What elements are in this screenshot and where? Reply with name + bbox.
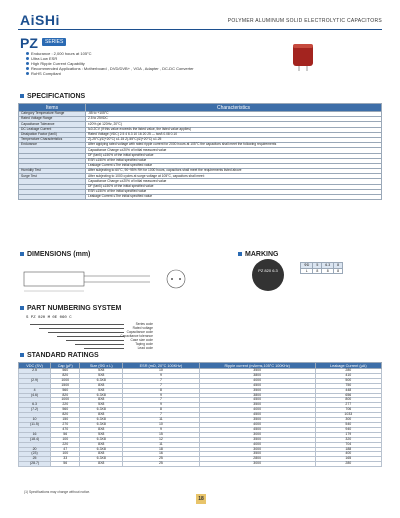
ratings-col-header: VDC (SV) (19, 363, 51, 369)
ratings-cell: 16 (123, 452, 200, 457)
ratings-cell: 5X8 (80, 388, 123, 393)
spec-item: Rated Voltage Range (19, 117, 86, 122)
capacitor-image (290, 42, 318, 72)
ratings-cell: 33 (51, 457, 80, 462)
ratings-cell: 560 (51, 388, 80, 393)
ratings-cell: 8 (123, 408, 200, 413)
part-number-label: Rated voltage (132, 326, 153, 330)
ratings-cell: 100 (51, 452, 80, 457)
ratings-cell: 4500 (199, 413, 315, 418)
feature-item: Ultra Low ESR (26, 56, 57, 61)
part-number-label: Capacitance tolerance (120, 334, 153, 338)
ratings-cell: 4500 (199, 427, 315, 432)
ratings-cell: 704 (315, 442, 381, 447)
ratings-cell: 540 (315, 422, 381, 427)
spec-value: After subjecting to 1000 cycles at surge voltage at 105°C, capacitors shall meet: (86, 174, 382, 179)
spec-item: Surge Test (19, 174, 86, 179)
spec-value: Leakage Current ≤The initial specified value (86, 195, 382, 200)
ratings-cell: 6.3X8 (80, 408, 123, 413)
ratings-cell: 820 (51, 393, 80, 398)
ratings-cell: 820 (51, 413, 80, 418)
ratings-cell: 220 (51, 442, 80, 447)
ratings-cell: 2.5 (19, 369, 51, 374)
ratings-cell: 11 (123, 442, 200, 447)
spec-value: ESR ≤150% of the initial specified value (86, 158, 382, 163)
ratings-cell: 300 (315, 418, 381, 423)
ratings-cell: 5X8 (80, 403, 123, 408)
part-number-label: Capacitance code (126, 330, 153, 334)
ratings-cell: 4 (19, 388, 51, 393)
ratings-cell: 8 (123, 388, 200, 393)
ratings-cell: 3500 (199, 452, 315, 457)
ratings-cell: 8X8 (80, 413, 123, 418)
ratings-col-header: Size (ΦD x L) (80, 363, 123, 369)
spec-value: Z(-25°C)/Z(+20°C) ≤1.15 Z(-55°C)/Z(+20°C) ≤1.25 (86, 137, 382, 142)
ratings-cell: 25 (19, 457, 51, 462)
ratings-cell: 3500 (199, 369, 315, 374)
ratings-cell: 4500 (199, 383, 315, 388)
spec-item: Category Temperature Range (19, 112, 86, 117)
ratings-cell: 560 (51, 369, 80, 374)
dimensions-heading: DIMENSIONS (mm) (20, 251, 90, 258)
ratings-cell: (11.5) (19, 422, 51, 427)
ratings-cell: 500 (315, 378, 381, 383)
ratings-cell: 656 (315, 393, 381, 398)
ratings-cell: (2.9) (19, 378, 51, 383)
ratings-cell: 5X8 (80, 373, 123, 378)
ratings-cell: 448 (315, 388, 381, 393)
ratings-cell: 7 (123, 398, 200, 403)
spec-value: Leakage Current ≤The initial specified value (86, 163, 382, 168)
ratings-cell: 3000 (199, 447, 315, 452)
ratings-cell: 410 (315, 373, 381, 378)
brand-logo: AiSHi (20, 12, 60, 28)
ratings-cell: 7 (123, 383, 200, 388)
ratings-cell: 6.3X8 (80, 393, 123, 398)
spec-value: I≤0.2CV (If this value exceeds the listed value, the listed value applies) (86, 127, 382, 132)
ratings-cell: (23) (19, 452, 51, 457)
ratings-cell: 4000 (199, 442, 315, 447)
ratings-cell: 320 (315, 437, 381, 442)
ratings-cell: 800 (315, 398, 381, 403)
ratings-row (19, 462, 382, 467)
feature-item: High Ripple Current Capability (26, 61, 85, 66)
ratings-cell: (7.2) (19, 408, 51, 413)
ratings-cell: 18 (123, 447, 200, 452)
ratings-cell: 4000 (199, 408, 315, 413)
ratings-cell: 47 (51, 447, 80, 452)
ratings-cell: 20 (19, 447, 51, 452)
ratings-cell: 6.3X8 (80, 422, 123, 427)
ratings-cell: 150 (51, 418, 80, 423)
ratings-cell: 3500 (199, 437, 315, 442)
part-number-leader (48, 332, 124, 333)
spec-value: After subjecting to 60°C, 90~95% RH for 1000 hours, capacitors shall meet the requirements listed above (86, 169, 382, 174)
ratings-cell: 4000 (199, 422, 315, 427)
ratings-cell: 10 (123, 422, 200, 427)
ratings-cell: 6.3X8 (80, 418, 123, 423)
part-number-label: Taping code (135, 342, 153, 346)
standard-ratings-heading: STANDARD RATINGS (20, 352, 99, 359)
ratings-cell: 400 (315, 452, 381, 457)
ratings-cell: (18.4) (19, 437, 51, 442)
ratings-cell: 220 (51, 403, 80, 408)
part-number-leader (75, 344, 124, 345)
ratings-cell: 750 (315, 383, 381, 388)
ratings-col-header: Ripple current (mArms,105°C 100KHz) (199, 363, 315, 369)
ratings-cell: 7 (123, 378, 200, 383)
ratings-col-header: Leakage Current (µA) (315, 363, 381, 369)
specifications-table (18, 103, 382, 200)
ratings-cell: 9 (123, 393, 200, 398)
ratings-cell: 10 (19, 418, 51, 423)
dimension-drawing (20, 264, 200, 296)
part-number-label: Series code (135, 322, 153, 326)
header-rule (18, 29, 382, 30)
ratings-cell: (28.7) (19, 462, 51, 467)
spec-item: DC Leakage Current (19, 127, 86, 132)
ratings-cell: 4000 (199, 378, 315, 383)
ratings-cell: 2800 (199, 457, 315, 462)
part-number-leader (84, 348, 124, 349)
ratings-cell: 8X8 (80, 427, 123, 432)
ratings-cell: 9 (123, 427, 200, 432)
ratings-cell: 3000 (199, 462, 315, 467)
feature-item: Recommended Applications : Motherboard , DVD/DVB+ , VGA , Adapter , DC-DC Converter (26, 66, 194, 71)
ratings-cell: 706 (315, 408, 381, 413)
spec-value: DF (tanδ) ≤150% of the initial specified value (86, 184, 382, 189)
spec-value: After applying rated voltage with rated ripple current for 2000 hours at 105°C the capacitors shall meet the following requirements (86, 143, 382, 148)
ratings-cell: 8X8 (80, 442, 123, 447)
part-number-leader (66, 340, 124, 341)
ratings-col-header: ESR (mΩ, 20°C 100KHz) (123, 363, 200, 369)
ratings-cell: 3000 (199, 432, 315, 437)
series-name: PZ (20, 35, 38, 51)
ratings-cell: 100 (51, 437, 80, 442)
spec-value: Capacitance Change ≤±20% of initial measured value (86, 148, 382, 153)
part-number-label: Case size code (130, 338, 153, 342)
ratings-cell: 12 (123, 437, 200, 442)
ratings-cell: 179 (315, 432, 381, 437)
ratings-cell: 8X8 (80, 462, 123, 467)
ratings-cell: 9 (123, 373, 200, 378)
ratings-cell: 1000 (51, 378, 80, 383)
feature-item: RoHS Compliant (26, 71, 61, 76)
spec-value: Rated Voltage (VDC) 2.5 4 6.3 10 16 20 25 — tanδ 0.08 0.10 (86, 132, 382, 137)
spec-item: Temperature Characteristics (19, 137, 86, 142)
feature-item: Endurance : 2,000 hours at 105°C (26, 51, 92, 56)
spec-value: DF (tanδ) ≤150% of the initial specified value (86, 153, 382, 158)
ratings-cell: 6.3X8 (80, 378, 123, 383)
ratings-cell: 9 (123, 403, 200, 408)
part-number-leader (30, 324, 124, 325)
ratings-cell: 8X8 (80, 383, 123, 388)
ratings-cell: 1000 (51, 398, 80, 403)
ratings-cell: 3800 (199, 373, 315, 378)
spec-item: Endurance (19, 143, 86, 148)
ratings-cell: 3500 (199, 403, 315, 408)
ratings-cell: 8X8 (80, 398, 123, 403)
spec-value: Capacitance Change ≤±20% of initial measured value (86, 179, 382, 184)
spec-value: 2.5 to 25VDC (86, 117, 382, 122)
footnote: (1) Specifications may change without notice. (24, 490, 91, 494)
spec-col-characteristics: Characteristics (86, 104, 382, 112)
marking-heading: MARKING (238, 251, 278, 258)
ratings-cell: 56 (51, 462, 80, 467)
ratings-cell: 280 (315, 462, 381, 467)
ratings-cell: 25 (123, 462, 200, 467)
page-number: 18 (196, 494, 206, 504)
spec-item (19, 195, 86, 200)
dimensions-table: ΦD 5 6.3 8 L 8 8 8 (300, 262, 343, 274)
ratings-cell: 3500 (199, 388, 315, 393)
standard-ratings-table (18, 362, 382, 467)
ratings-cell: 277 (315, 403, 381, 408)
ratings-cell: 1500 (51, 383, 80, 388)
ratings-cell: 1033 (315, 413, 381, 418)
ratings-cell: 165 (315, 457, 381, 462)
part-numbering-heading: PART NUMBERING SYSTEM (20, 305, 121, 312)
part-number-code: S PZ 020 M 0E 060 C (26, 316, 72, 320)
part-number-leader (39, 328, 124, 329)
ratings-cell: 11 (123, 418, 200, 423)
spec-value: ±20% (at 120Hz, 20°C) (86, 122, 382, 127)
ratings-cell: 5X8 (80, 369, 123, 374)
spec-item: Capacitance Tolerance (19, 122, 86, 127)
ratings-cell: 7 (123, 413, 200, 418)
ratings-cell: 6.3X8 (80, 457, 123, 462)
spec-item: Dissipation Factor (tanδ) (19, 132, 86, 137)
document-title: POLYMER ALUMINUM SOLID ELECTROLYTIC CAPACITORS (227, 18, 382, 24)
ratings-cell: 3500 (199, 418, 315, 423)
part-number-leader (57, 336, 124, 337)
part-number-label: Lead code (137, 346, 153, 350)
specifications-heading: SPECIFICATIONS (20, 93, 85, 100)
spec-item: Humidity Test (19, 169, 86, 174)
ratings-cell: 4500 (199, 398, 315, 403)
spec-value: ESR ≤150% of the initial specified value (86, 189, 382, 194)
ratings-cell: 270 (51, 422, 80, 427)
ratings-cell: 6.3 (19, 403, 51, 408)
ratings-cell: 16 (19, 432, 51, 437)
ratings-cell: 470 (51, 427, 80, 432)
ratings-cell: 6.3X8 (80, 447, 123, 452)
ratings-cell: 560 (51, 408, 80, 413)
marking-image: PZ 820 6.3 (252, 259, 284, 291)
ratings-cell: 8X8 (80, 452, 123, 457)
ratings-cell: 25 (123, 457, 200, 462)
spec-row (19, 195, 382, 200)
ratings-cell: 15 (123, 432, 200, 437)
ratings-cell: 188 (315, 447, 381, 452)
ratings-cell: 3800 (199, 393, 315, 398)
ratings-cell: 280 (315, 369, 381, 374)
series-badge: SERIES (42, 38, 66, 46)
ratings-cell: 5X8 (80, 432, 123, 437)
ratings-cell: 6.3X8 (80, 437, 123, 442)
spec-value: -55 to +105°C (86, 112, 382, 117)
ratings-cell: (4.6) (19, 393, 51, 398)
spec-col-items: Items (19, 104, 86, 112)
ratings-col-header: Cap (µF) (51, 363, 80, 369)
ratings-cell: 940 (315, 427, 381, 432)
ratings-cell: 56 (51, 432, 80, 437)
ratings-cell: 10 (123, 369, 200, 374)
ratings-cell: 820 (51, 373, 80, 378)
